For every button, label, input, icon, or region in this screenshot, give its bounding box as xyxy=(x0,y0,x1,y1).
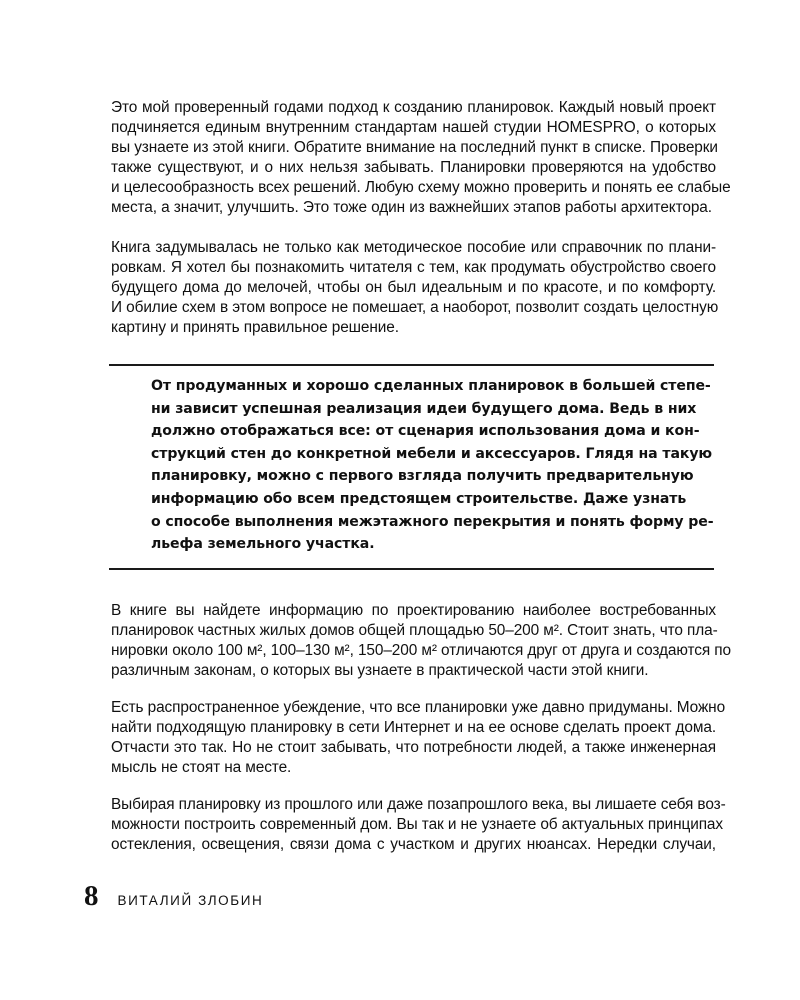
quote-line: ни зависит успешная реализация идеи будущего дома. Ведь в них xyxy=(151,400,697,417)
quote-line: струкций стен до конкретной мебели и аксессуаров. Глядя на такую xyxy=(151,445,713,462)
text-line: В книге вы найдете информацию по проектированию наиболее востребованных xyxy=(111,602,716,619)
text-line: Отчасти это так. Но не стоит забывать, что потребности людей, а также инженерная xyxy=(111,739,716,757)
text-line: вы узнаете из этой книги. Обратите внимание на последний пункт в списке. Проверки xyxy=(111,139,718,157)
text-line: и целесообразность всех решений. Любую схему можно проверить и понять ее слабые xyxy=(111,179,731,197)
text-line: нировки около 100 м², 100–130 м², 150–200 м² отличаются друг от друга и создаются по xyxy=(111,642,731,660)
quote-line: От продуманных и хорошо сделанных планировок в большей степе- xyxy=(151,378,711,394)
text-line: также существуют, и о них нельзя забывать. Планировки проверяются на удобство xyxy=(111,159,716,177)
quote-line: информацию обо всем предстоящем строительстве. Даже узнать xyxy=(151,490,687,507)
quote-line: льефа земельного участка. xyxy=(151,536,375,553)
page-number: 8 xyxy=(84,880,99,912)
quote-line: планировку, можно с первого взгляда получить предварительную xyxy=(151,468,694,485)
pull-quote xyxy=(151,375,714,556)
text-line: подчиняется единым внутренним стандартам нашей студии HOMESPRO, о которых xyxy=(111,119,716,137)
quote-bottom-rule xyxy=(109,568,714,570)
text-line: Это мой проверенный годами подход к созданию планировок. Каждый новый проект xyxy=(111,99,716,116)
page-footer xyxy=(84,880,263,920)
text-line: найти подходящую планировку в сети Интернет и на ее основе сделать проект дома. xyxy=(111,719,716,737)
text-line: можности построить современный дом. Вы так и не узнаете об актуальных принципах xyxy=(111,816,723,834)
text-line: Книга задумывалась не только как методическое пособие или справочник по плани- xyxy=(111,239,716,256)
text-line: Есть распространенное убеждение, что все планировки уже давно придуманы. Можно xyxy=(111,699,726,716)
text-line: места, а значит, улучшить. Это тоже один из важнейших этапов работы архитектора. xyxy=(111,199,712,217)
body-paragraph xyxy=(111,98,731,219)
text-line: будущего дома до мелочей, чтобы он был идеальным и по красоте, и по комфорту. xyxy=(111,279,716,297)
quote-top-rule xyxy=(109,364,714,366)
text-line: планировок частных жилых домов общей площадью 50–200 м². Стоит знать, что пла- xyxy=(111,622,718,640)
text-line: остекления, освещения, связи дома с участком и других нюансах. Нередки случаи, xyxy=(111,836,716,854)
text-line: мысль не стоят на месте. xyxy=(111,759,292,777)
body-paragraph xyxy=(111,601,731,681)
text-line: И обилие схем в этом вопросе не помешает, а наоборот, позволит создать целостную xyxy=(111,299,719,317)
body-paragraph xyxy=(111,698,726,778)
quote-line: должно отображаться все: от сценария использования дома и кон- xyxy=(151,423,700,440)
text-line: картину и принять правильное решение. xyxy=(111,319,399,337)
quote-line: о способе выполнения межэтажного перекрытия и понять форму ре- xyxy=(151,513,714,530)
text-line: Выбирая планировку из прошлого или даже позапрошлого века, вы лишаете себя воз- xyxy=(111,796,726,813)
text-line: различным законам, о которых вы узнаете в практической части этой книги. xyxy=(111,662,649,680)
running-author: ВИТАЛИЙ ЗЛОБИН xyxy=(117,893,264,908)
body-paragraph xyxy=(111,795,726,855)
body-paragraph xyxy=(111,238,719,338)
text-line: ровкам. Я хотел бы познакомить читателя с тем, как продумать обустройство своего xyxy=(111,259,716,277)
